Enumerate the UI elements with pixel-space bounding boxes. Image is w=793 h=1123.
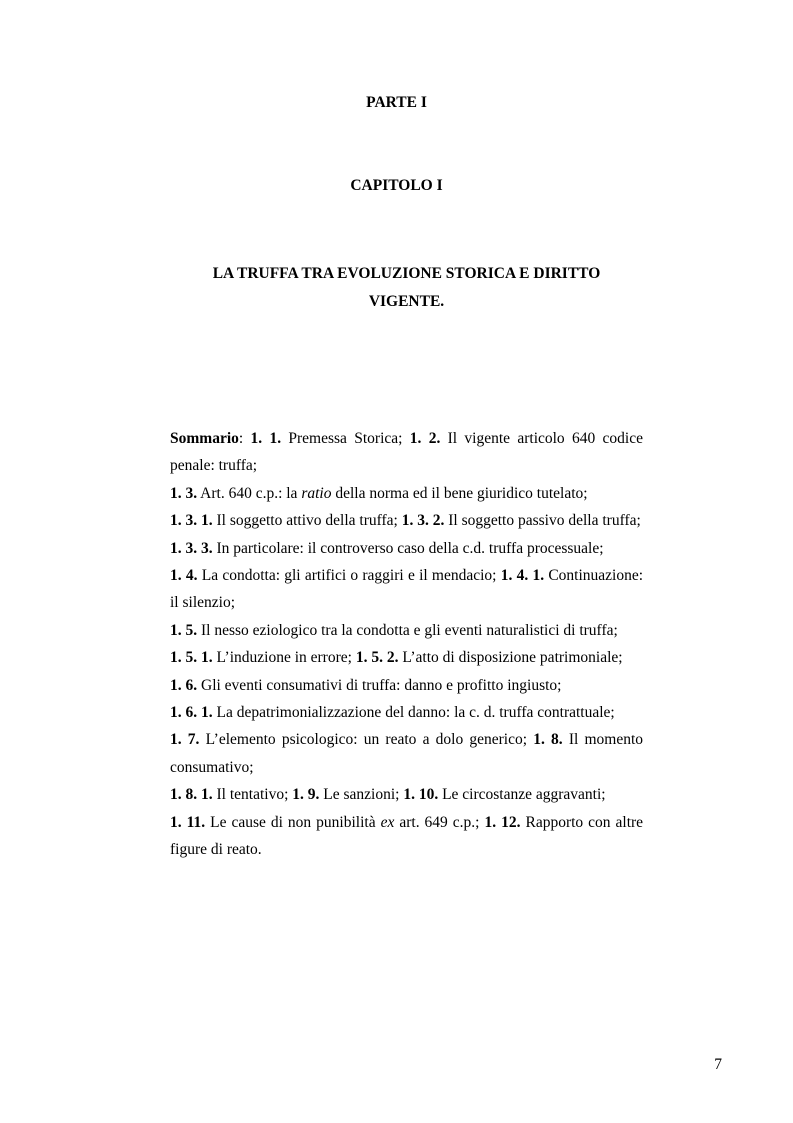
page-number: 7 [714, 1056, 722, 1073]
summary-entry [170, 480, 643, 507]
chapter-heading-line-1: LA TRUFFA TRA EVOLUZIONE STORICA E DIRITTO [212, 265, 601, 282]
entry-text: Premessa Storica; [288, 430, 403, 447]
entry-text: Le circostanze aggravanti; [442, 786, 606, 804]
entry-number: 1. 2. [409, 430, 441, 447]
entry-text: L’induzione in errore; [216, 649, 352, 667]
summary-entry [170, 507, 643, 534]
entry-text: Le cause di non punibilità [210, 813, 376, 831]
summary-entry [170, 672, 643, 699]
summary-label: Sommario [170, 430, 239, 447]
summary-entry [170, 562, 643, 617]
entry-text: Art. 640 c.p.: la [200, 484, 298, 502]
entry-text: Il soggetto passivo della truffa; [448, 512, 641, 530]
entry-number: 1. 3. 1. [170, 512, 213, 530]
chapter-title: CAPITOLO I [350, 177, 443, 194]
entry-text: art. 649 c.p.; [399, 813, 480, 831]
chapter-heading-line-2: VIGENTE. [368, 293, 445, 310]
entry-number: 1. 4. [170, 567, 198, 585]
entry-number: 1. 9. [292, 786, 320, 804]
entry-text: In particolare: il controverso caso della c.d. truffa processuale; [216, 539, 604, 557]
summary-entry [170, 726, 643, 781]
entry-number: 1. 7. [170, 731, 200, 749]
entry-number: 1. 5. 2. [355, 649, 399, 667]
chapter-heading [170, 260, 643, 316]
summary-entry [170, 535, 643, 562]
entry-number: 1. 3. 3. [170, 539, 213, 557]
entry-text: La condotta: gli artifici o raggiri e il mendacio; [201, 567, 497, 585]
entry-number: 1. 8. 1. [170, 786, 213, 804]
summary-entry [170, 425, 643, 480]
entry-text: Il nesso eziologico tra la condotta e gli eventi naturalistici di truffa; [201, 621, 618, 639]
entry-number: 1. 11. [170, 813, 206, 831]
entry-text: Le sanzioni; [323, 786, 400, 804]
entry-text: Gli eventi consumativi di truffa: danno e profitto ingiusto; [201, 676, 562, 694]
entry-number: 1. 8. [533, 731, 563, 749]
summary-entry [170, 809, 643, 864]
entry-number: 1. 10. [403, 786, 439, 804]
entry-text: La depatrimonializzazione del danno: la c. d. truffa contrattuale; [216, 704, 615, 722]
summary-entry [170, 781, 643, 808]
entry-text: Il momento consumativo; [170, 731, 644, 776]
entry-text: della norma ed il bene giuridico tutelato; [335, 484, 588, 502]
entry-text: L’atto di disposizione patrimoniale; [402, 649, 623, 667]
entry-number: 1. 6. [170, 676, 198, 694]
entry-text-italic: ratio [301, 484, 332, 502]
entry-text: Il soggetto attivo della truffa; [216, 512, 398, 530]
summary-entry [170, 617, 643, 644]
entry-number: 1. 6. 1. [170, 704, 213, 722]
entry-number: 1. 5. 1. [170, 649, 213, 667]
entry-number: 1. 12. [484, 813, 521, 831]
summary-entry [170, 699, 643, 726]
summary-section [170, 425, 643, 864]
entry-number: 1. 3. 2. [401, 512, 445, 530]
entry-number: 1. 5. [170, 621, 198, 639]
entry-number: 1. 4. 1. [500, 567, 545, 585]
entry-text: Continuazione: il silenzio; [170, 567, 644, 612]
summary-entry [170, 644, 643, 671]
entry-text: Rapporto con altre figure di reato. [170, 813, 644, 859]
entry-number: 1. 1. [250, 430, 282, 447]
entry-number: 1. 3. [170, 484, 198, 502]
entry-text-italic: ex [380, 813, 395, 831]
entry-text: L’elemento psicologico: un reato a dolo generico; [205, 731, 528, 749]
entry-text: Il vigente articolo 640 codice penale: truffa; [170, 430, 643, 475]
summary-label-colon: : [238, 430, 244, 447]
entry-text: Il tentativo; [216, 786, 289, 804]
part-title: PARTE I [366, 94, 427, 111]
